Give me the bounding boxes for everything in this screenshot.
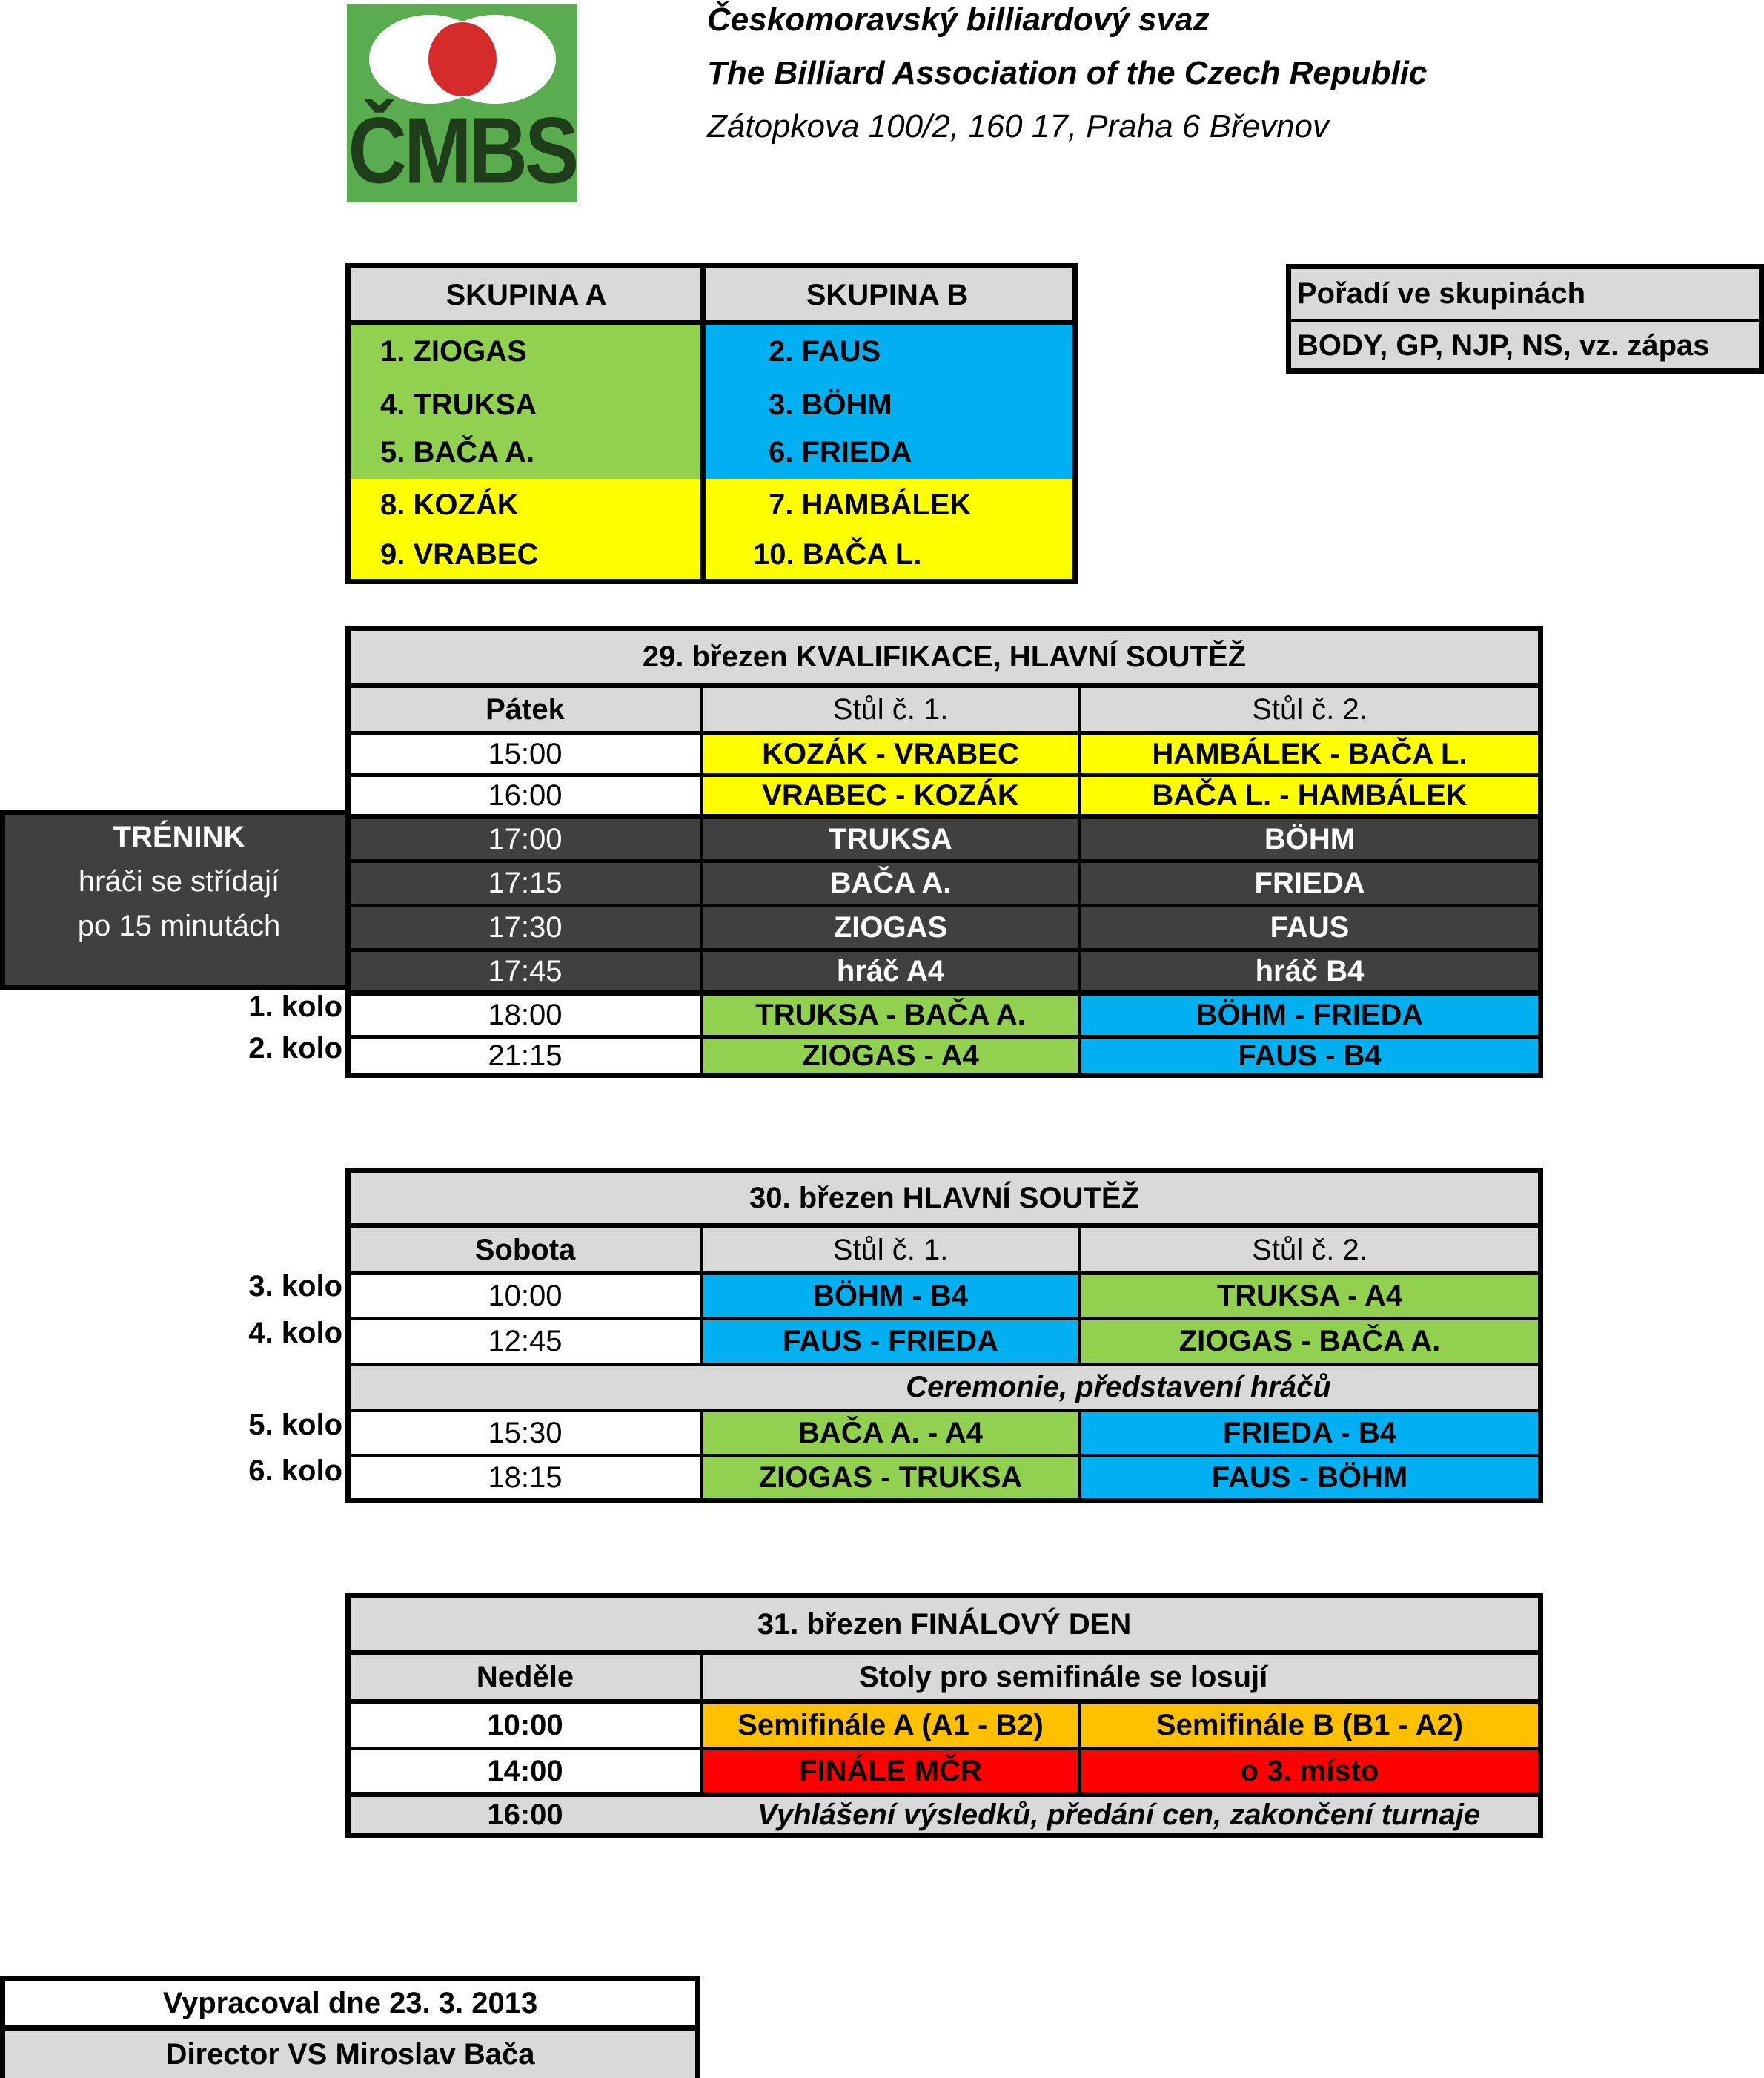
day2-match: FRIEDA - B4 bbox=[1081, 1412, 1538, 1454]
day1-match: BAČA L. - HAMBÁLEK bbox=[1081, 777, 1538, 814]
day1-match: KOZÁK - VRABEC bbox=[703, 735, 1078, 773]
day1-match: ZIOGAS - A4 bbox=[703, 1039, 1078, 1073]
training-line1: hráči se střídají bbox=[78, 864, 280, 898]
day1-training-player: ZIOGAS bbox=[703, 907, 1078, 948]
day2-title: 30. březen HLAVNÍ SOUTĚŽ bbox=[351, 1173, 1538, 1223]
round-label: 3. kolo bbox=[248, 1270, 342, 1303]
day2-day-name: Sobota bbox=[351, 1228, 700, 1271]
ranking-box bbox=[1286, 264, 1764, 374]
org-name-cz: Českomoravský billiardový svaz bbox=[707, 1, 1210, 38]
day2-match: BÖHM - B4 bbox=[703, 1275, 1078, 1317]
day1-match: BÖHM - FRIEDA bbox=[1081, 996, 1538, 1035]
day1-time: 17:00 bbox=[351, 819, 700, 859]
footer-prepared: Vypracoval dne 23. 3. 2013 bbox=[162, 1986, 538, 2019]
day1-schedule bbox=[345, 626, 1543, 1078]
day1-match: TRUKSA - BAČA A. bbox=[703, 996, 1078, 1035]
day1-match: HAMBÁLEK - BAČA L. bbox=[1081, 735, 1538, 773]
day2-match: FAUS - BÖHM bbox=[1081, 1457, 1538, 1498]
day1-title: 29. březen KVALIFIKACE, HLAVNÍ SOUTĚŽ bbox=[351, 631, 1538, 683]
day2-time: 10:00 bbox=[488, 1279, 563, 1312]
day1-table1-header: Stůl č. 1. bbox=[703, 688, 1078, 731]
day3-time: 10:00 bbox=[487, 1709, 563, 1741]
day2-match: ZIOGAS - BAČA A. bbox=[1081, 1320, 1538, 1363]
day3-title: 31. březen FINÁLOVÝ DEN bbox=[351, 1598, 1538, 1650]
day1-training-player: TRUKSA bbox=[703, 819, 1078, 859]
group-a-player: 8. KOZÁK bbox=[380, 488, 519, 521]
day3-semifinal-a: Semifinále A (A1 - B2) bbox=[703, 1704, 1078, 1747]
day2-time: 12:45 bbox=[488, 1325, 563, 1357]
day1-time: 17:30 bbox=[351, 907, 700, 948]
cmbs-logo bbox=[347, 4, 577, 202]
day2-time: 18:15 bbox=[488, 1461, 563, 1494]
group-b-player: 3. BÖHM bbox=[769, 388, 892, 421]
day1-training-player: hráč B4 bbox=[1081, 952, 1538, 990]
group-b-player: 10. BAČA L. bbox=[753, 538, 922, 571]
day2-table2-header: Stůl č. 2. bbox=[1081, 1228, 1538, 1271]
day3-final: FINÁLE MČR bbox=[703, 1750, 1078, 1792]
day2-schedule bbox=[345, 1168, 1543, 1503]
day1-training-player: FAUS bbox=[1081, 907, 1538, 948]
day3-third-place: o 3. místo bbox=[1081, 1750, 1538, 1792]
day1-time: 17:45 bbox=[351, 952, 700, 990]
day1-training-player: FRIEDA bbox=[1081, 863, 1538, 904]
day1-match: VRABEC - KOZÁK bbox=[703, 777, 1078, 814]
group-a-player: 4. TRUKSA bbox=[380, 388, 537, 421]
training-block bbox=[0, 810, 353, 990]
day1-training-player: BAČA A. bbox=[703, 863, 1078, 904]
day3-day-name: Neděle bbox=[351, 1655, 700, 1699]
group-b-title: SKUPINA B bbox=[702, 268, 1072, 322]
logo-text: ČMBS bbox=[348, 98, 577, 203]
footer-box bbox=[0, 1976, 700, 2078]
day3-closing-text: Vyhlášení výsledků, předání cen, zakončení turnaje bbox=[700, 1797, 1538, 1833]
group-b-player: 2. FAUS bbox=[769, 334, 881, 368]
day1-time: 16:00 bbox=[488, 778, 563, 812]
group-a-player: 9. VRABEC bbox=[380, 538, 539, 571]
day3-closing-time: 16:00 bbox=[351, 1797, 700, 1833]
day1-time: 18:00 bbox=[488, 999, 563, 1031]
day3-schedule bbox=[345, 1593, 1543, 1838]
day1-day-name: Pátek bbox=[351, 688, 700, 731]
day3-tables-note: Stoly pro semifinále se losují bbox=[703, 1655, 1538, 1699]
round-label: 5. kolo bbox=[248, 1409, 342, 1441]
day1-time: 17:15 bbox=[351, 863, 700, 904]
round-label: 1. kolo bbox=[248, 990, 342, 1023]
footer-director: Director VS Miroslav Bača bbox=[5, 2031, 695, 2078]
round-label: 4. kolo bbox=[248, 1317, 342, 1349]
groups-table bbox=[345, 263, 1078, 584]
day3-semifinal-b: Semifinále B (B1 - A2) bbox=[1081, 1704, 1538, 1747]
training-line2: po 15 minutách bbox=[77, 909, 281, 942]
day2-match: FAUS - FRIEDA bbox=[703, 1320, 1078, 1363]
day2-ceremony: Ceremonie, představení hráčů bbox=[351, 1366, 1538, 1409]
day1-time: 21:15 bbox=[488, 1039, 563, 1072]
group-a-player: 5. BAČA A. bbox=[380, 435, 535, 469]
day1-time: 15:00 bbox=[488, 737, 563, 770]
org-address: Zátopkova 100/2, 160 17, Praha 6 Břevnov bbox=[707, 108, 1330, 145]
ranking-title: Pořadí ve skupinách bbox=[1297, 277, 1586, 310]
training-title: TRÉNINK bbox=[113, 820, 245, 853]
day1-training-player: hráč A4 bbox=[703, 952, 1078, 990]
group-a-player: 1. ZIOGAS bbox=[380, 334, 527, 368]
day2-match: ZIOGAS - TRUKSA bbox=[703, 1457, 1078, 1498]
group-b-player: 6. FRIEDA bbox=[769, 435, 912, 469]
ranking-criteria: BODY, GP, NJP, NS, vz. zápas bbox=[1297, 328, 1710, 362]
day1-match: FAUS - B4 bbox=[1081, 1039, 1538, 1073]
round-label: 6. kolo bbox=[248, 1455, 342, 1487]
group-b-player: 7. HAMBÁLEK bbox=[769, 488, 972, 521]
day1-table2-header: Stůl č. 2. bbox=[1081, 688, 1538, 731]
day2-match: TRUKSA - A4 bbox=[1081, 1275, 1538, 1317]
org-name-en: The Billiard Association of the Czech Republic bbox=[707, 55, 1428, 91]
day1-training-player: BÖHM bbox=[1081, 819, 1538, 859]
day2-table1-header: Stůl č. 1. bbox=[703, 1228, 1078, 1271]
day2-match: BAČA A. - A4 bbox=[703, 1412, 1078, 1454]
day3-time: 14:00 bbox=[487, 1754, 563, 1787]
group-a-title: SKUPINA A bbox=[351, 268, 702, 322]
round-label: 2. kolo bbox=[248, 1032, 342, 1065]
day2-time: 15:30 bbox=[488, 1416, 563, 1449]
